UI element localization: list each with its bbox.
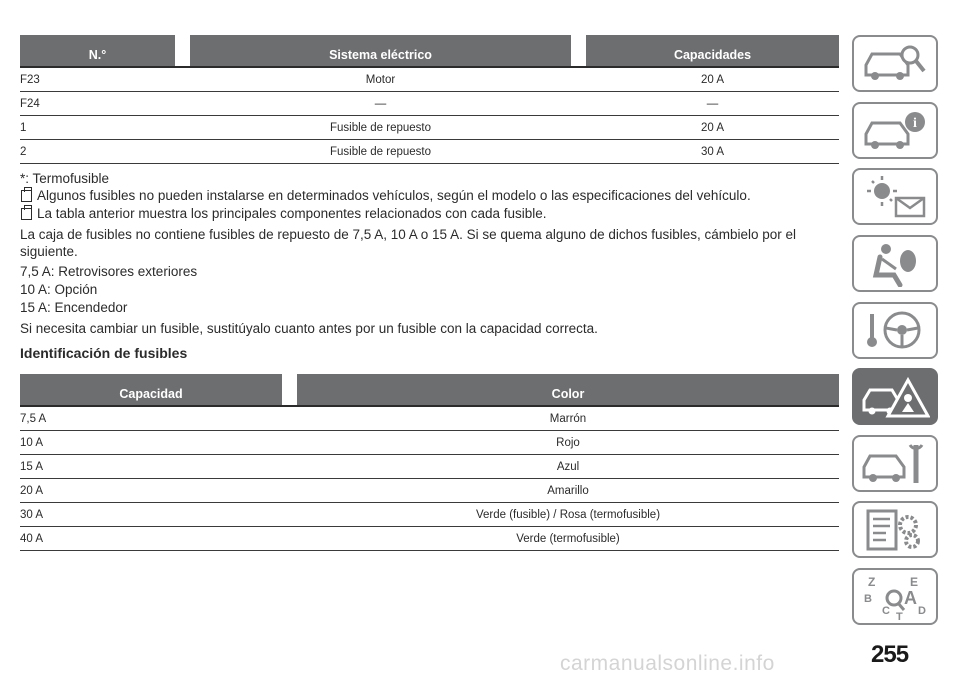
tab-car-info[interactable] xyxy=(852,102,938,159)
steering-key-icon xyxy=(860,308,930,354)
table-row: F23 Motor 20 A xyxy=(20,68,839,92)
table-header xyxy=(20,374,839,405)
note-bookmark-icon xyxy=(21,208,32,220)
header-color: Color xyxy=(297,374,839,405)
section-heading: Identificación de fusibles xyxy=(20,345,188,361)
header-electrical-system: Sistema eléctrico xyxy=(190,35,571,66)
note-2: La tabla anterior muestra los principales componentes relacionados con cada fusible. xyxy=(20,205,840,222)
svg-text:B: B xyxy=(864,592,872,605)
table-row: 40 A Verde (termofusible) xyxy=(20,527,839,551)
watermark: carmanualsonline.info xyxy=(560,652,775,675)
car-wrench-icon xyxy=(860,441,930,487)
table-header xyxy=(20,35,839,66)
car-info-icon xyxy=(860,108,930,154)
tab-steering-key[interactable] xyxy=(852,302,938,359)
seat-airbag-icon xyxy=(860,241,930,287)
header-capacity: Capacidad xyxy=(20,374,282,405)
fuse-capacity-table xyxy=(20,35,839,164)
table-row: 20 A Amarillo xyxy=(20,479,839,503)
tab-car-wrench[interactable] xyxy=(852,435,938,492)
table-row: 2 Fusible de repuesto 30 A xyxy=(20,140,839,164)
footnote: *: Termofusible xyxy=(20,171,110,186)
specs-gear-icon xyxy=(860,507,930,553)
car-warning-icon xyxy=(860,374,930,420)
tab-index-letters[interactable] xyxy=(852,568,938,625)
tab-car-warning[interactable] xyxy=(852,368,938,425)
paragraph: La caja de fusibles no contiene fusibles de repuesto de 7,5 A, 10 A o 15 A. Si se quema alguno de dichos fusibles, cámbielo por el siguiente. xyxy=(20,227,797,259)
list-item: 7,5 A: Retrovisores exteriores xyxy=(20,264,198,279)
table-row: F24 — — xyxy=(20,92,839,116)
svg-text:C: C xyxy=(882,604,890,617)
index-letters-icon xyxy=(860,574,930,620)
tab-specs-gear[interactable] xyxy=(852,501,938,558)
svg-text:E: E xyxy=(910,574,919,589)
table-row: 7,5 A Marrón xyxy=(20,407,839,431)
tab-seat-airbag[interactable] xyxy=(852,235,938,292)
tab-dashboard-lights[interactable] xyxy=(852,168,938,225)
table-row: 10 A Rojo xyxy=(20,431,839,455)
fuse-color-table xyxy=(20,374,839,551)
svg-text:i: i xyxy=(913,115,917,131)
dashboard-lights-icon xyxy=(860,174,930,220)
list-item: 10 A: Opción xyxy=(20,282,98,297)
note-1: Algunos fusibles no pueden instalarse en determinados vehículos, según el modelo o las especificaciones del vehículo. xyxy=(20,187,840,204)
tab-car-search[interactable] xyxy=(852,35,938,92)
svg-text:T: T xyxy=(896,610,903,620)
table-row: 30 A Verde (fusible) / Rosa (termofusible) xyxy=(20,503,839,527)
svg-text:Z: Z xyxy=(868,574,876,589)
car-search-icon xyxy=(860,41,930,87)
paragraph: Si necesita cambiar un fusible, sustitúyalo cuanto antes por un fusible con la capacidad correcta. xyxy=(20,321,598,336)
header-number: N.° xyxy=(20,35,175,66)
header-capacities: Capacidades xyxy=(586,35,839,66)
table-row: 1 Fusible de repuesto 20 A xyxy=(20,116,839,140)
page-number: 255 xyxy=(871,641,909,668)
list-item: 15 A: Encendedor xyxy=(20,300,128,315)
note-bookmark-icon xyxy=(21,190,32,202)
table-row: 15 A Azul xyxy=(20,455,839,479)
svg-text:A: A xyxy=(904,587,917,608)
svg-text:D: D xyxy=(918,604,926,617)
